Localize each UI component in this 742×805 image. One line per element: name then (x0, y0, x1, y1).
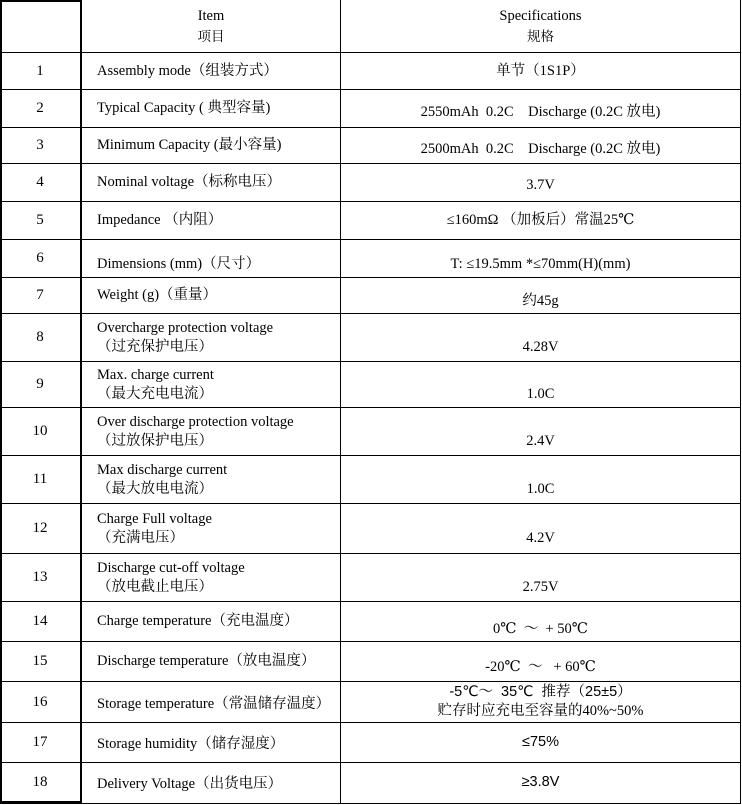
row-number: 9 (36, 376, 44, 392)
row-number: 15 (32, 653, 48, 669)
row-number: 5 (36, 212, 44, 228)
table-border-bottom (0, 803, 741, 804)
spec-value (341, 682, 740, 722)
row-number: 4 (36, 174, 44, 190)
spec-value: 1.0C (526, 386, 555, 402)
row-number: 6 (36, 250, 44, 266)
item-label: Charge temperature（充电温度） (97, 613, 299, 629)
item-label (97, 362, 337, 407)
item-label-cn: （放电截止电压） (97, 578, 213, 595)
item-label: Dimensions (mm)（尺寸） (97, 256, 261, 272)
spec-value: 4.2V (526, 530, 555, 546)
item-label (97, 554, 337, 601)
row-divider (0, 0, 80, 2)
spec-value: 2.75V (522, 579, 559, 595)
row-number: 18 (32, 773, 48, 790)
item-label-en: Discharge cut-off voltage (97, 559, 245, 576)
row-number: 11 (32, 471, 48, 487)
row-number: 14 (32, 613, 48, 629)
spec-value: 2500mAh 0.2C Discharge (0.2C 放电) (420, 141, 661, 157)
header-item (82, 2, 340, 52)
row-divider (0, 239, 741, 240)
item-label-en: Max discharge current (97, 461, 228, 478)
header-spec (341, 2, 740, 52)
row-number: 12 (32, 520, 48, 536)
row-number: 2 (36, 100, 44, 116)
spec-value: ≤75% (522, 734, 559, 750)
spec-value: 2.4V (526, 433, 555, 449)
item-label: Minimum Capacity (最小容量) (97, 137, 282, 153)
item-label-cn: （过放保护电压） (97, 432, 213, 449)
header-item-en: Item (197, 8, 225, 24)
table-border-right (740, 0, 741, 804)
item-label: Nominal voltage（标称电压） (97, 174, 282, 190)
spec-value: 3.7V (526, 177, 555, 193)
spec-value: 0℃ ～ + 50℃ (493, 621, 588, 637)
item-label: Assembly mode（组装方式） (97, 62, 278, 79)
row-number: 10 (32, 423, 48, 439)
row-number: 16 (32, 693, 48, 710)
row-number: 13 (32, 569, 48, 585)
row-number: 1 (36, 62, 44, 79)
spec-value: ≥3.8V (521, 773, 560, 790)
spec-value: ≤160mΩ （加板后）常温25℃ (446, 212, 635, 228)
item-label-cn: （过充保护电压） (97, 338, 213, 355)
spec-value: T: ≤19.5mm *≤70mm(H)(mm) (450, 256, 631, 272)
item-label-cn: （最大充电电流） (97, 385, 213, 402)
item-label (97, 456, 337, 503)
column-divider-1 (80, 0, 82, 804)
header-item-cn: 项目 (197, 29, 225, 45)
header-spec-cn: 规格 (527, 29, 554, 45)
item-label-en: Over discharge protection voltage (97, 413, 294, 430)
header-spec-en: Specifications (499, 8, 582, 24)
item-label: Typical Capacity ( 典型容量) (97, 100, 271, 116)
item-label-en: Charge Full voltage (97, 510, 212, 527)
item-label-en: Overcharge protection voltage (97, 319, 274, 336)
spec-value: 1.0C (526, 481, 555, 497)
item-label: Weight (g)（重量） (97, 287, 218, 303)
spec-value: -20℃ ～ + 60℃ (485, 659, 596, 675)
spec-value: 约45g (522, 293, 559, 309)
item-label-cn: （充满电压） (97, 529, 184, 546)
row-number: 3 (36, 137, 44, 153)
item-label (97, 408, 337, 455)
spec-value: 单节（1S1P） (496, 62, 585, 79)
item-label-en: Max. charge current (97, 366, 214, 383)
item-label: Storage temperature（常温储存温度） (97, 695, 331, 712)
row-number: 7 (36, 287, 44, 303)
item-label-cn: （最大放电电流） (97, 480, 213, 497)
spec-value: 2550mAh 0.2C Discharge (0.2C 放电) (420, 104, 661, 120)
item-label: Storage humidity（储存湿度） (97, 736, 285, 752)
spec-value: 4.28V (522, 339, 559, 355)
row-number: 8 (36, 329, 44, 345)
spec-value-line1: -5℃～ 35℃ 推荐（25±5） (449, 684, 632, 700)
item-label: Discharge temperature（放电温度） (97, 653, 316, 669)
item-label (97, 504, 337, 553)
item-label (97, 314, 337, 361)
item-label: Impedance （内阻） (97, 212, 223, 228)
row-number: 17 (32, 734, 48, 750)
item-label: Delivery Voltage（出货电压） (97, 775, 283, 792)
spec-value-line2: 贮存时应充电至容量的40%~50% (437, 703, 644, 719)
